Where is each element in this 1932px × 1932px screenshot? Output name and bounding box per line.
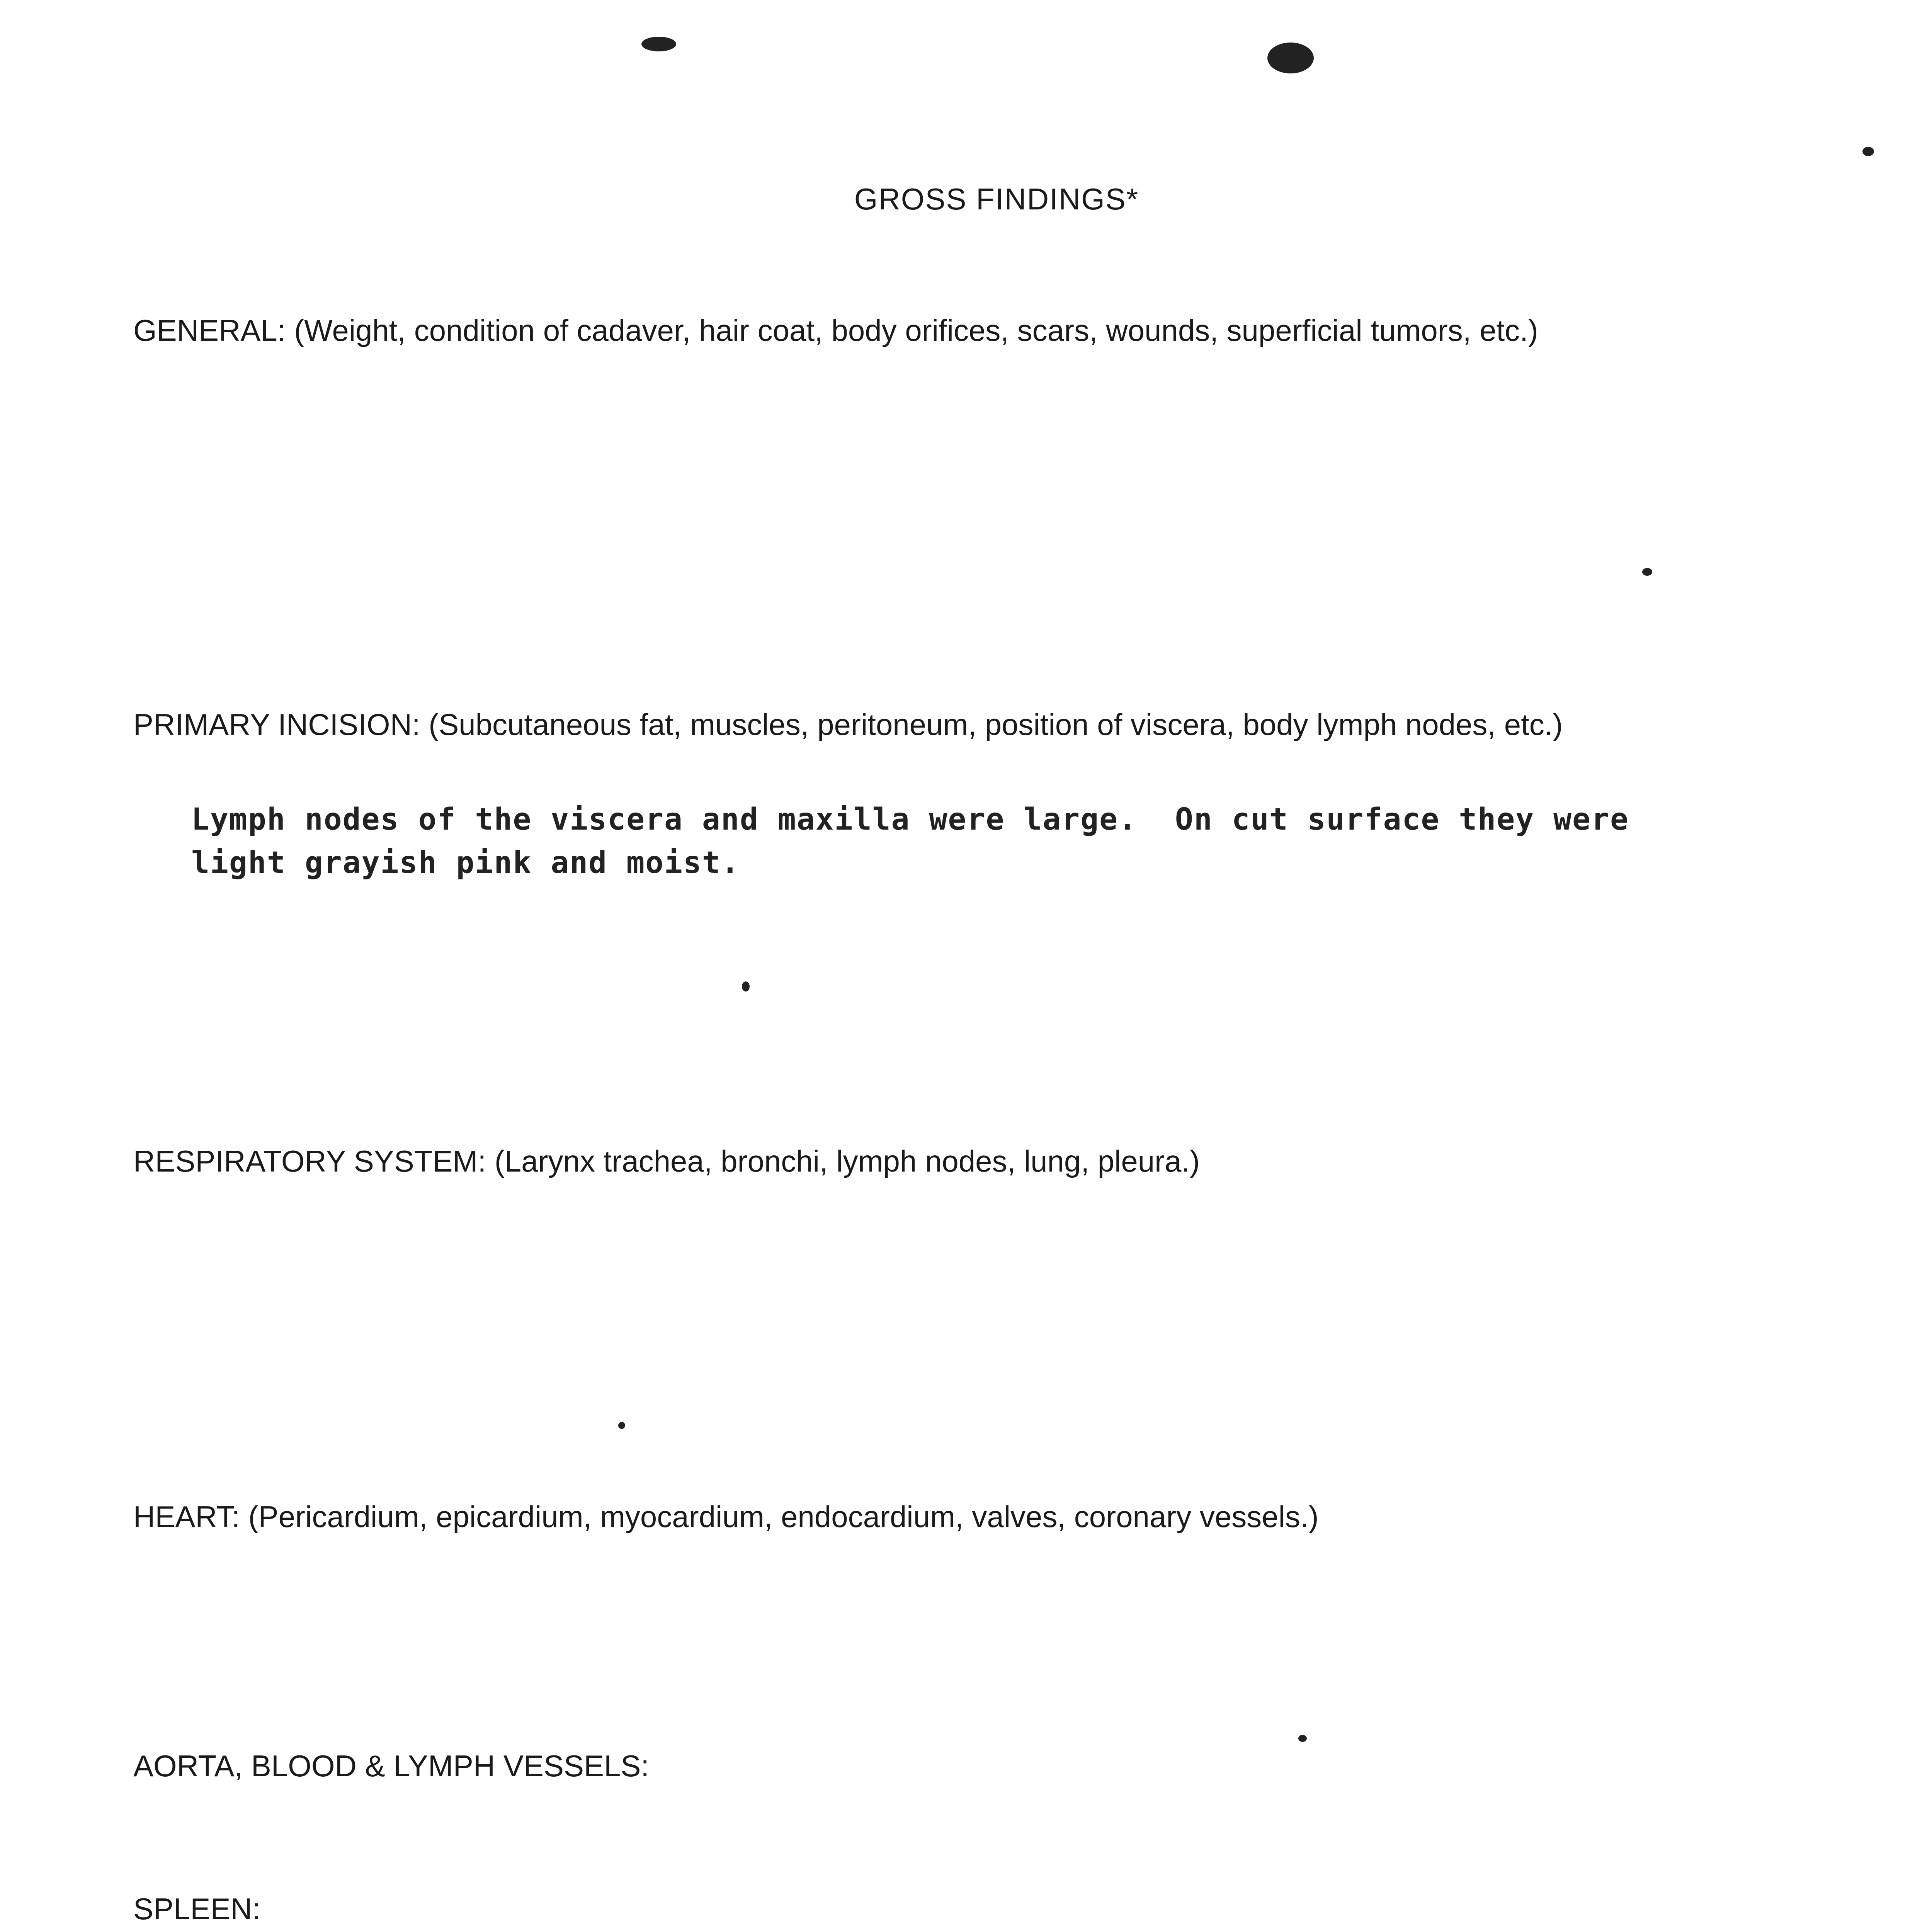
scan-speck <box>641 37 676 51</box>
heart-heading: HEART: (Pericardium, epicardium, myocardium, endocardium, valves, coronary vessels.) <box>133 1500 1319 1534</box>
scan-speck <box>1267 43 1314 73</box>
scan-speck <box>1642 568 1652 576</box>
scan-speck <box>1862 147 1874 156</box>
scan-speck <box>1298 1735 1307 1742</box>
vessels-heading: AORTA, BLOOD & LYMPH VESSELS: <box>133 1749 650 1783</box>
primary-incision-text: Lymph nodes of the viscera and maxilla were large. On cut surface they were light grayish pink and moist. <box>191 802 1629 880</box>
respiratory-heading: RESPIRATORY SYSTEM: (Larynx trachea, bronchi, lymph nodes, lung, pleura.) <box>133 1144 1200 1178</box>
general-heading: GENERAL: (Weight, condition of cadaver, hair coat, body orifices, scars, wounds, superficial tumors, etc.) <box>133 313 1538 347</box>
spleen-heading: SPLEEN: <box>133 1892 261 1926</box>
scan-speck <box>618 1422 625 1429</box>
primary-incision-heading: PRIMARY INCISION: (Subcutaneous fat, muscles, peritoneum, position of viscera, body lymph nodes, etc.) <box>133 707 1563 742</box>
scan-speck <box>742 981 750 992</box>
page-title: GROSS FINDINGS* <box>854 182 1139 216</box>
